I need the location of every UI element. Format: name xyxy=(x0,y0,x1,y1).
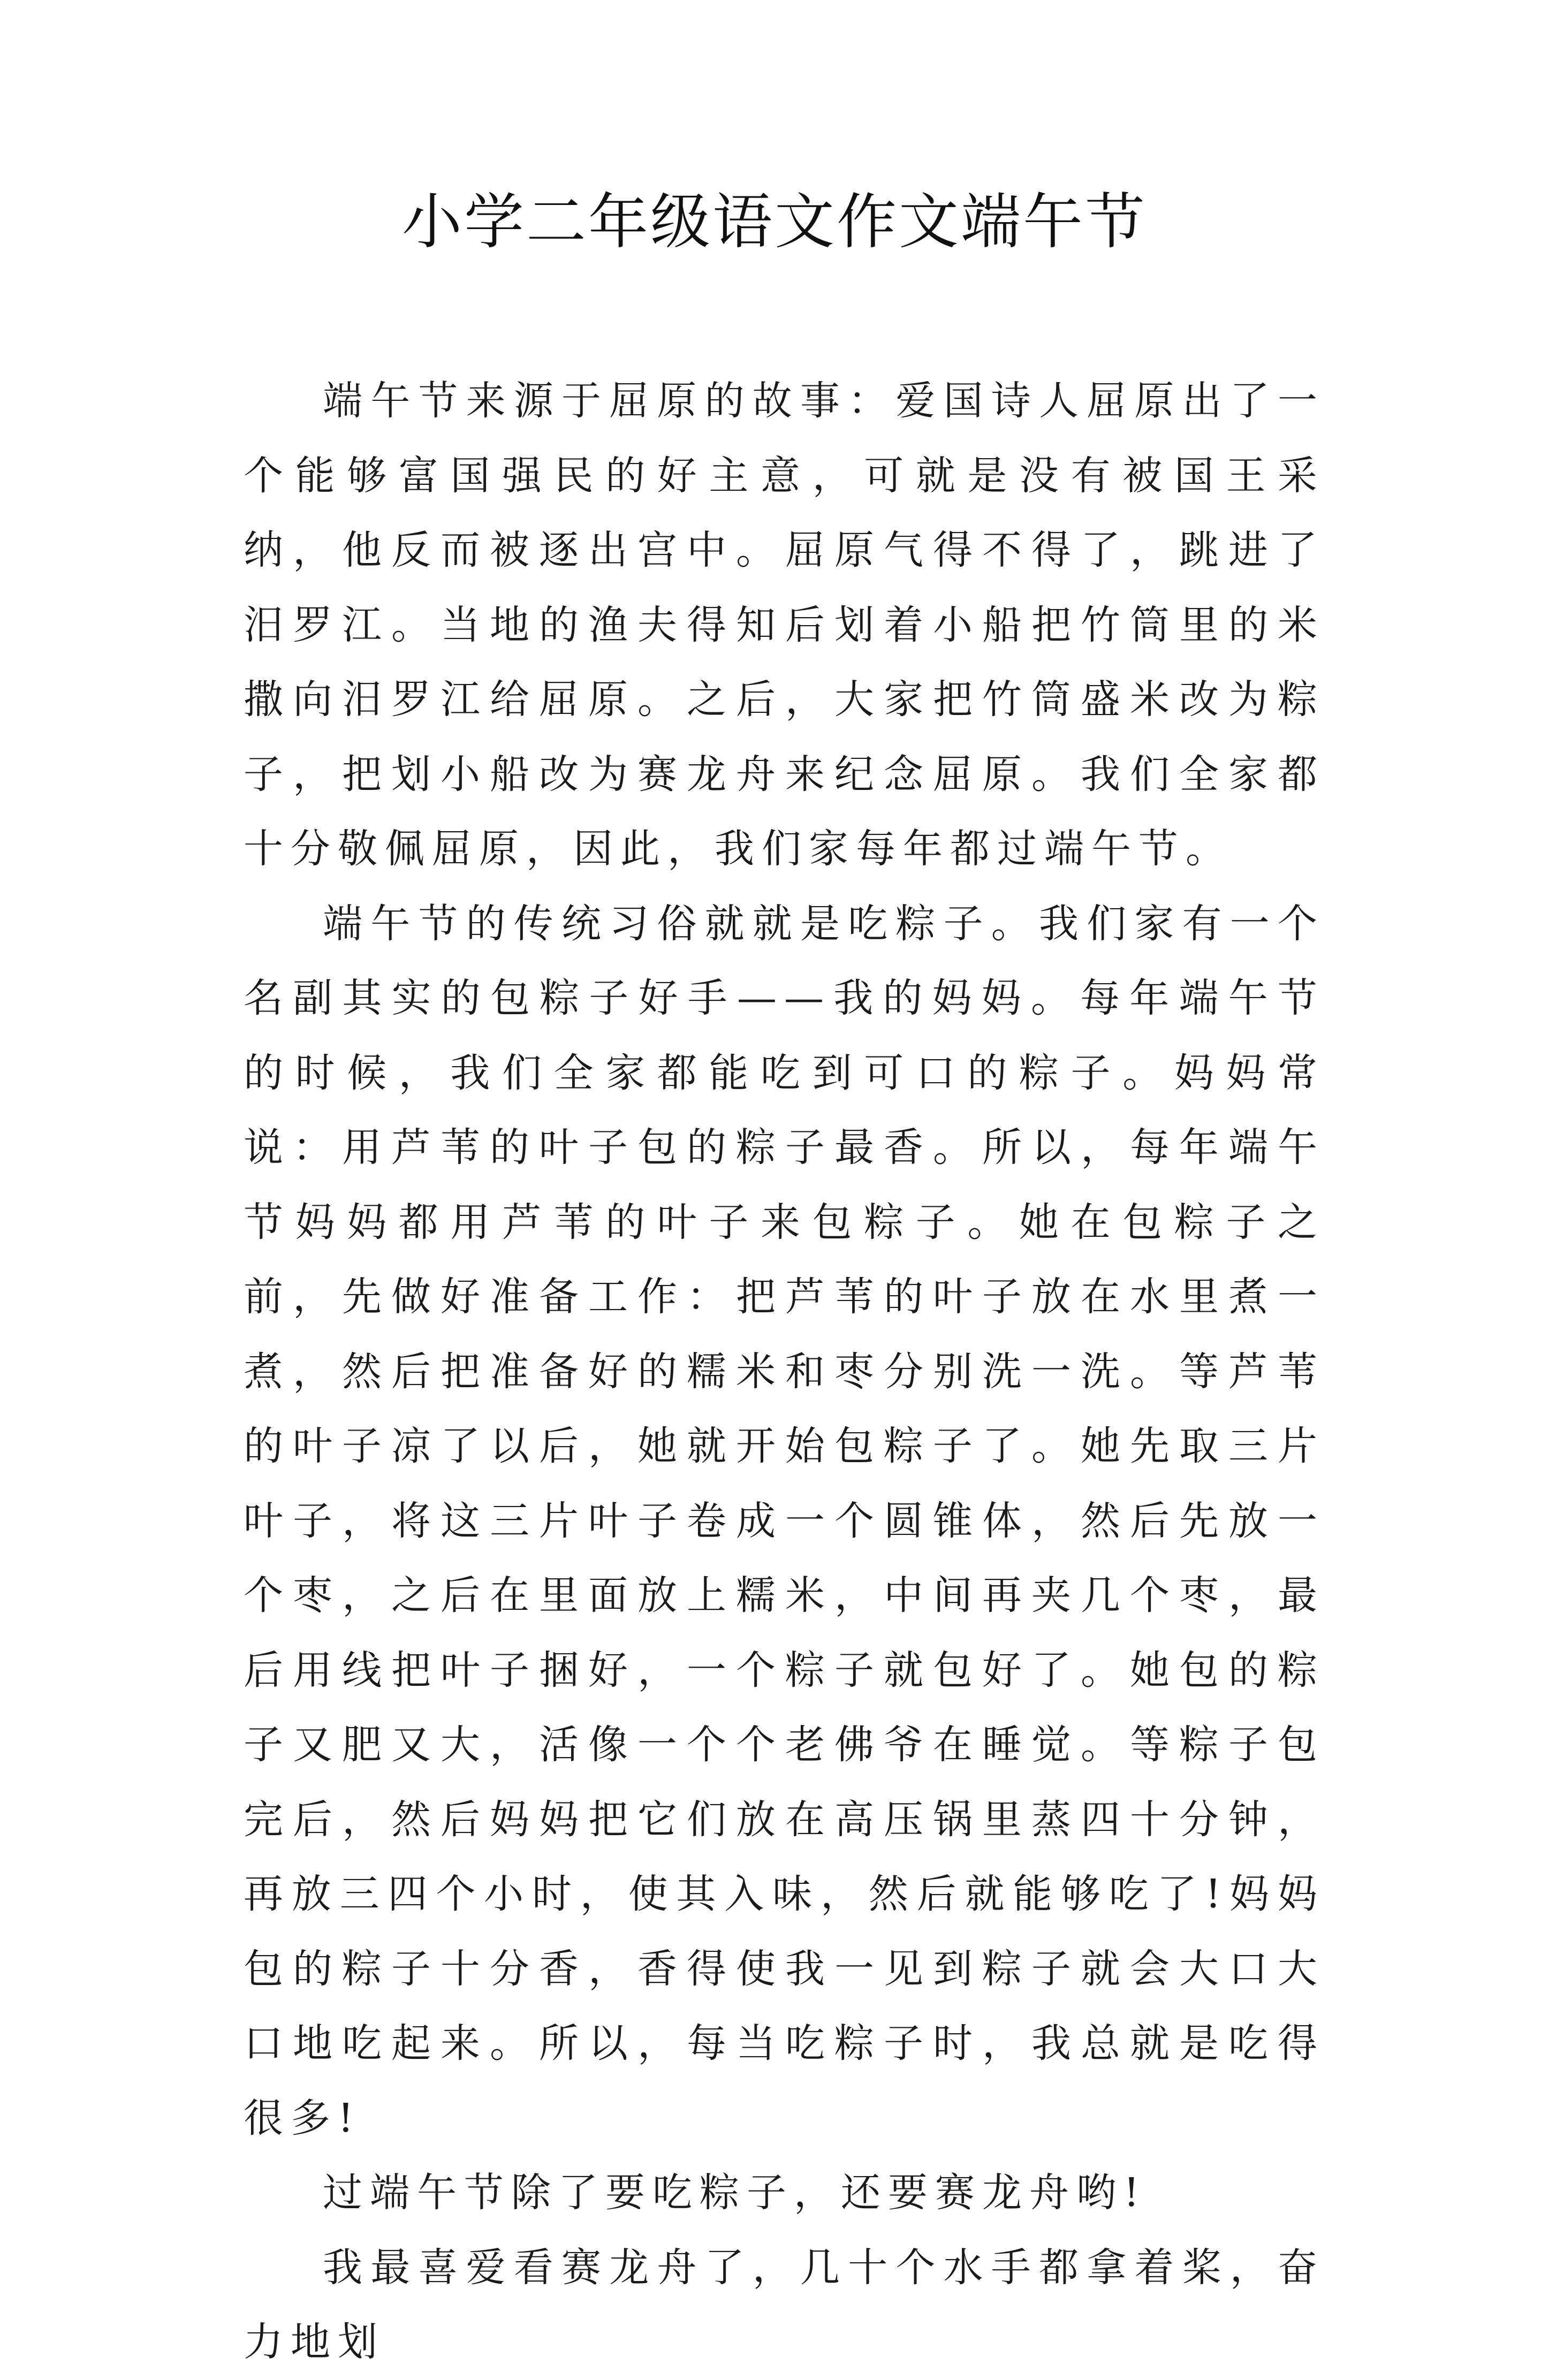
paragraph-1: 端午节来源于屈原的故事：爱国诗人屈原出了一个能够富国强民的好主意，可就是没有被国王采纳，他反而被逐出宫中。屈原气得不得了，跳进了汨罗江。当地的渔夫得知后划着小船把竹筒里的米撒向汨罗江给屈原。之后，大家把竹筒盛米改为粽子，把划小船改为赛龙舟来纪念屈原。我们全家都十分敬佩屈原，因此，我们家每年都过端午节。 xyxy=(244,378,1325,872)
paragraph-2: 端午节的传统习俗就就是吃粽子。我们家有一个名副其实的包粽子好手——我的妈妈。每年端午节的时候，我们全家都能吃到可口的粽子。妈妈常说：用芦苇的叶子包的粽子最香。所以，每年端午节妈妈都用芦苇的叶子来包粽子。她在包粽子之前，先做好准备工作：把芦苇的叶子放在水里煮一煮，然后把准备好的糯米和枣分别洗一洗。等芦苇的叶子凉了以后，她就开始包粽子了。她先取三片叶子，将这三片叶子卷成一个圆锥体，然后先放一个枣，之后在里面放上糯米，中间再夹几个枣，最后用线把叶子捆好，一个粽子就包好了。她包的粽子又肥又大，活像一个个老佛爷在睡觉。等粽子包完后，然后妈妈把它们放在高压锅里蒸四十分钟，再放三四个小时，使其入味，然后就能够吃了!妈妈包的粽子十分香，香得使我一见到粽子就会大口大口地吃起来。所以，每当吃粽子时，我总就是吃得很多! xyxy=(244,900,1325,2141)
document-title: 小学二年级语文作文端午节 xyxy=(402,187,1147,257)
paragraph-3: 过端午节除了要吃粽子，还要赛龙舟哟! xyxy=(323,2170,1147,2216)
paragraph-4: 我最喜爱看赛龙舟了，几十个水手都拿着桨，奋力地划 xyxy=(244,2244,1325,2365)
document-body xyxy=(244,364,1325,2380)
